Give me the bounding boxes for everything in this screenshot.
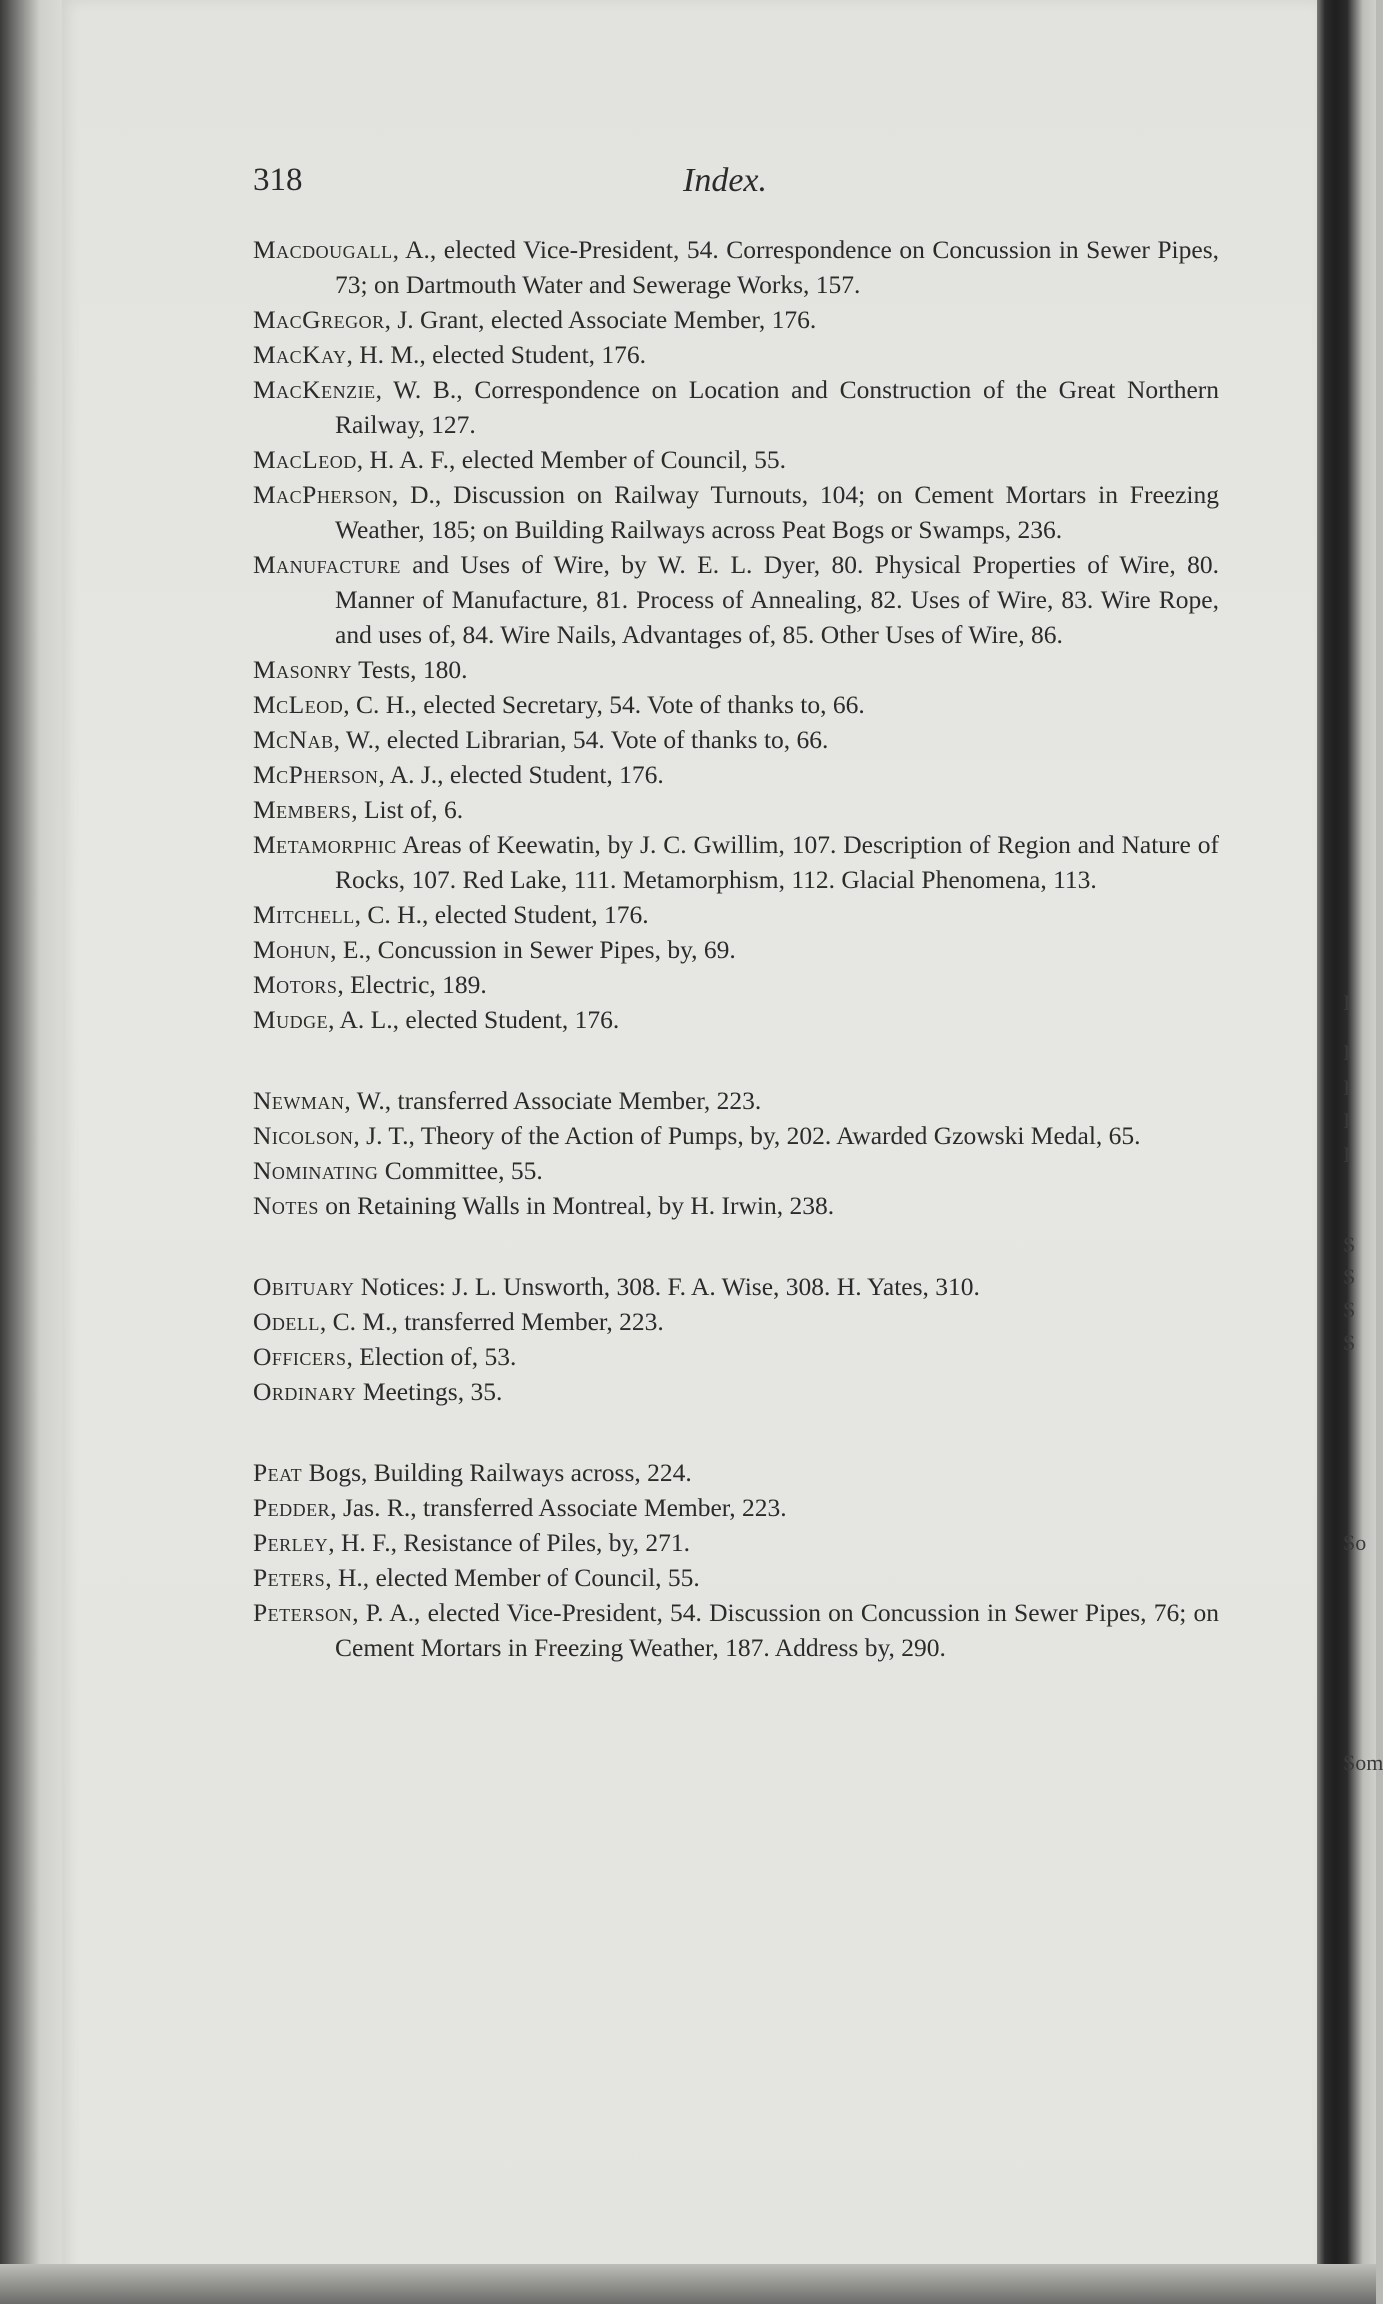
- index-entry: [253, 372, 1219, 442]
- index-entry: [253, 1118, 1219, 1153]
- entry-text: , C. M., transferred Member, 223.: [319, 1307, 664, 1336]
- facing-page-fragment: I: [1343, 1040, 1351, 1065]
- page-header: [253, 162, 1219, 202]
- entry-heading: Mudge: [253, 1005, 329, 1034]
- entry-text: , P. A., elected Vice-President, 54. Discussion on Concussion in Sewer Pipes, 76; on Cement Mortars in Freezing Weather, 187. Address by, 290.: [335, 1598, 1219, 1662]
- facing-page-fragment: I: [1343, 1075, 1351, 1100]
- index-entry: [253, 792, 1219, 827]
- entry-heading: MacGregor: [253, 305, 385, 334]
- index-entry: [253, 442, 1219, 477]
- entry-text: , Electric, 189.: [337, 970, 487, 999]
- entry-heading: Mitchell: [253, 900, 355, 929]
- entry-text: Meetings, 35.: [356, 1377, 503, 1406]
- page-number: 318: [253, 162, 303, 198]
- entry-text: , D., Discussion on Railway Turnouts, 104; on Cement Mortars in Freezing Weather, 185; on Building Railways across Peat Bogs or Swamps, 236.: [335, 480, 1219, 544]
- entry-heading: Perley: [253, 1528, 329, 1557]
- entry-heading: MacLeod: [253, 445, 357, 474]
- entry-heading: Obituary: [253, 1272, 355, 1301]
- index-entry: [253, 337, 1219, 372]
- index-entry: [253, 1153, 1219, 1188]
- index-group-o: [253, 1269, 1219, 1409]
- entry-text: , J. T., Theory of the Action of Pumps, by, 202. Awarded Gzowski Medal, 65.: [353, 1121, 1141, 1150]
- index-entry: [253, 1188, 1219, 1223]
- scan-bottom-edge: [0, 2264, 1376, 2304]
- entry-heading: MacKay: [253, 340, 347, 369]
- entry-heading: Masonry: [253, 655, 353, 684]
- entry-heading: Newman: [253, 1086, 345, 1115]
- entry-text: , A. L., elected Student, 176.: [328, 1005, 620, 1034]
- entry-text: , C. H., elected Student, 176.: [354, 900, 649, 929]
- index-entry: [253, 1455, 1219, 1490]
- entry-heading: Peat: [253, 1458, 303, 1487]
- entry-heading: Macdougall: [253, 235, 393, 264]
- entry-heading: MacPherson: [253, 480, 392, 509]
- index-entry: [253, 1560, 1219, 1595]
- entry-text: , W. B., Correspondence on Location and Construction of the Great Northern Railway, 127.: [335, 375, 1219, 439]
- entry-heading: Members: [253, 795, 352, 824]
- facing-page-fragment: I: [1343, 1142, 1351, 1167]
- entry-text: , H. M., elected Student, 176.: [346, 340, 647, 369]
- index-entry: [253, 1269, 1219, 1304]
- index-entry: [253, 1002, 1219, 1037]
- entry-text: , H., elected Member of Council, 55.: [325, 1563, 700, 1592]
- index-group-p: [253, 1455, 1219, 1665]
- facing-page-fragment: S: [1343, 1264, 1356, 1289]
- facing-page-fragment: S: [1343, 1330, 1356, 1355]
- entry-text: , Election of, 53.: [346, 1342, 517, 1371]
- entry-text: Committee, 55.: [378, 1156, 543, 1185]
- entry-text: and Uses of Wire, by W. E. L. Dyer, 80. Physical Properties of Wire, 80. Manner of Manufacture, 81. Process of Annealing, 82. Uses of Wire, 83. Wire Rope, and uses of, 84. Wire Nails, Advantages of, 85. Other Uses of Wire, 86.: [335, 550, 1219, 649]
- entry-heading: Manufacture: [253, 550, 401, 579]
- entry-text: , E., Concussion in Sewer Pipes, by, 69.: [330, 935, 736, 964]
- entry-heading: Nominating: [253, 1156, 379, 1185]
- index-entry: [253, 547, 1219, 652]
- entry-text: , W., transferred Associate Member, 223.: [344, 1086, 762, 1115]
- entry-heading: MacKenzie: [253, 375, 376, 404]
- entry-heading: Ordinary: [253, 1377, 357, 1406]
- entry-heading: Mohun: [253, 935, 331, 964]
- entry-text: , List of, 6.: [351, 795, 464, 824]
- entry-text: , J. Grant, elected Associate Member, 176.: [384, 305, 817, 334]
- facing-page-fragment: I: [1343, 1108, 1351, 1133]
- facing-page-fragment: S: [1343, 1297, 1356, 1322]
- entry-text: , A., elected Vice-President, 54. Correspondence on Concussion in Sewer Pipes, 73; on Dartmouth Water and Sewerage Works, 157.: [335, 235, 1219, 299]
- entry-text: , W., elected Librarian, 54. Vote of thanks to, 66.: [333, 725, 829, 754]
- facing-page-fragment: I: [1343, 990, 1351, 1015]
- facing-page-edge: [1343, 0, 1383, 2304]
- entry-heading: McLeod: [253, 690, 344, 719]
- index-entry: [253, 652, 1219, 687]
- entry-heading: Metamorphic: [253, 830, 397, 859]
- entry-text: Tests, 180.: [352, 655, 468, 684]
- index-entry: [253, 1083, 1219, 1118]
- entry-text: Areas of Keewatin, by J. C. Gwillim, 107. Description of Region and Nature of Rocks, 107. Red Lake, 111. Metamorphism, 112. Glacial Phenomena, 113.: [335, 830, 1219, 894]
- facing-page-fragment: Som: [1343, 1750, 1383, 1775]
- index-entry: [253, 232, 1219, 302]
- index-entry: [253, 687, 1219, 722]
- index-entry: [253, 1525, 1219, 1560]
- group-gap: [253, 1037, 1219, 1083]
- index-entry: [253, 897, 1219, 932]
- entry-heading: Pedder: [253, 1493, 331, 1522]
- entry-text: on Retaining Walls in Montreal, by H. Irwin, 238.: [318, 1191, 835, 1220]
- index-entry: [253, 1339, 1219, 1374]
- group-gap: [253, 1223, 1219, 1269]
- running-head: Index.: [683, 162, 768, 199]
- entry-text: , A. J., elected Student, 176.: [378, 760, 664, 789]
- entry-text: , H. A. F., elected Member of Council, 55.: [356, 445, 787, 474]
- entry-heading: Odell: [253, 1307, 320, 1336]
- index-entry: [253, 757, 1219, 792]
- entry-heading: McNab: [253, 725, 334, 754]
- entry-heading: Peters: [253, 1563, 326, 1592]
- entry-text: Notices: J. L. Unsworth, 308. F. A. Wise, 308. H. Yates, 310.: [354, 1272, 980, 1301]
- entry-heading: Notes: [253, 1191, 319, 1220]
- entry-heading: Peterson: [253, 1598, 353, 1627]
- index-group-n: [253, 1083, 1219, 1223]
- index-entry: [253, 1374, 1219, 1409]
- index-entry: [253, 477, 1219, 547]
- index-entry: [253, 932, 1219, 967]
- facing-page-fragment: S: [1343, 1232, 1356, 1257]
- index-group-m: [253, 232, 1219, 1037]
- index-entry: [253, 1490, 1219, 1525]
- entry-text: , Jas. R., transferred Associate Member, 223.: [330, 1493, 787, 1522]
- entry-text: , C. H., elected Secretary, 54. Vote of thanks to, 66.: [343, 690, 865, 719]
- entry-heading: Nicolson: [253, 1121, 354, 1150]
- index-entry: [253, 302, 1219, 337]
- group-gap: [253, 1409, 1219, 1455]
- entry-text: , H. F., Resistance of Piles, by, 271.: [328, 1528, 690, 1557]
- entry-heading: McPherson: [253, 760, 379, 789]
- index-entries: [253, 232, 1219, 1665]
- index-entry: [253, 967, 1219, 1002]
- index-entry: [253, 722, 1219, 757]
- facing-page-fragment: So: [1343, 1530, 1367, 1555]
- entry-heading: Motors: [253, 970, 338, 999]
- index-entry: [253, 1595, 1219, 1665]
- entry-heading: Officers: [253, 1342, 347, 1371]
- index-entry: [253, 1304, 1219, 1339]
- entry-text: Bogs, Building Railways across, 224.: [302, 1458, 692, 1487]
- index-entry: [253, 827, 1219, 897]
